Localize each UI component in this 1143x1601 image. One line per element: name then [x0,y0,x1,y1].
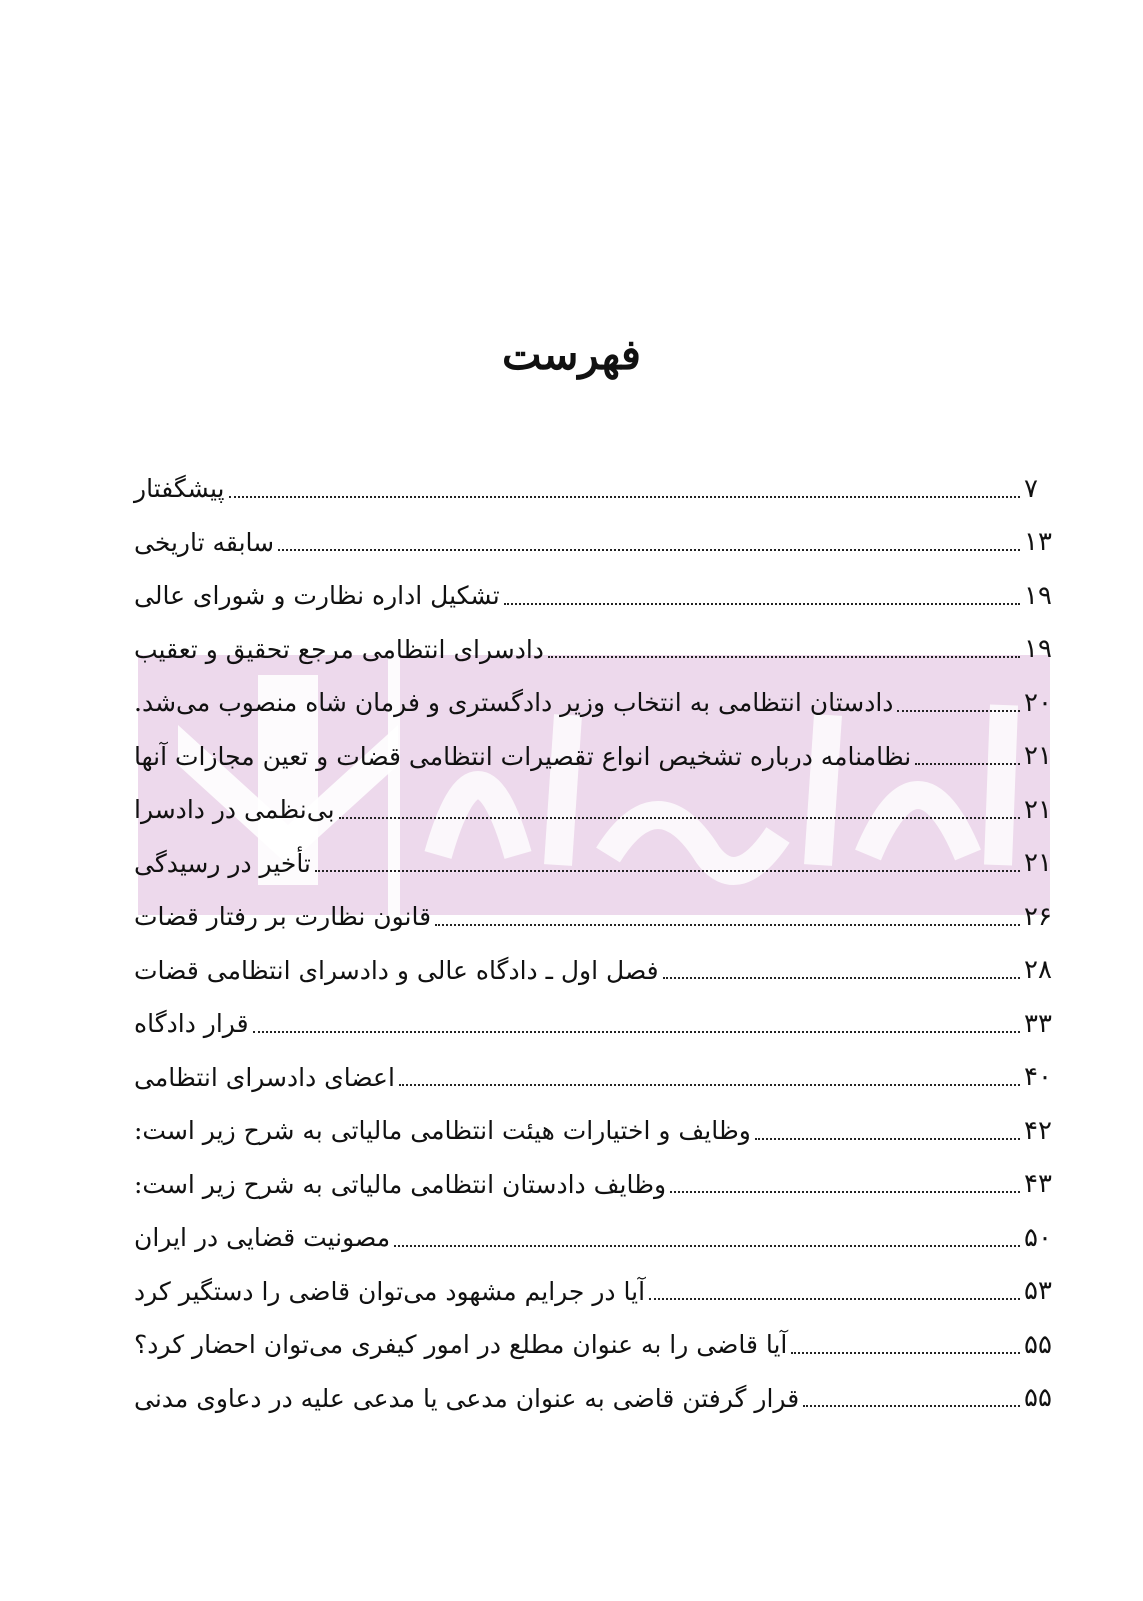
toc-entry-page-number: ۱۳ [1024,527,1052,558]
toc-entry-title: نظامنامه درباره تشخیص انواع تقصیرات انتظامی قضات و تعین مجازات آنها [134,741,912,771]
toc-entry-page-number: ۵۵ [1024,1329,1052,1360]
toc-entry-page-number: ۱۹ [1024,580,1052,611]
toc-entry-page-number: ۲۱ [1024,794,1052,825]
toc-entry-page-number: ۵۰ [1024,1222,1052,1253]
dot-leader [253,1031,1020,1033]
toc-entry[interactable] [128,1372,1058,1426]
toc-entry-page-number: ۲۶ [1024,901,1052,932]
toc-entry-page-number: ۴۰ [1024,1062,1052,1093]
toc-entry-title: قانون نظارت بر رفتار قضات [134,902,432,932]
dot-leader [435,924,1020,926]
dot-leader [663,977,1020,979]
toc-entry[interactable] [128,1051,1058,1105]
toc-entry[interactable] [128,837,1058,891]
toc-entry-page-number: ۳۳ [1024,1008,1052,1039]
toc-entry[interactable] [128,623,1058,677]
toc-entry[interactable] [128,676,1058,730]
toc-entry-title: وظایف و اختیارات هیئت انتظامی مالیاتی به شرح زیر است: [134,1116,751,1146]
dot-leader [649,1298,1020,1300]
toc-entry-page-number: ۵۵ [1024,1383,1052,1414]
dot-leader [670,1191,1020,1193]
toc-entry-page-number: ۲۸ [1024,955,1052,986]
toc-entry[interactable] [128,569,1058,623]
dot-leader [548,656,1020,658]
toc-entry-page-number: ۱۹ [1024,634,1052,665]
page-title: فهرست [501,330,642,379]
toc-entry[interactable] [128,1318,1058,1372]
toc-entry-title: پیشگفتار [134,474,225,504]
toc-entry-title: تأخیر در رسیدگی [134,848,311,878]
toc-entry-page-number: ۲۰ [1024,687,1052,718]
toc-entry[interactable] [128,1104,1058,1158]
dot-leader [897,710,1020,712]
toc-entry-title: فصل اول ـ دادگاه عالی و دادسرای انتظامی قضات [134,955,659,985]
toc-entry-title: بی‌نظمی در دادسرا [134,795,335,825]
toc-entry[interactable] [128,516,1058,570]
dot-leader [315,870,1020,872]
dot-leader [755,1138,1020,1140]
toc-entry-title: تشکیل اداره نظارت و شورای عالی [134,581,500,611]
toc-entry-title: اعضای دادسرای انتظامی [134,1062,395,1092]
dot-leader [504,603,1020,605]
dot-leader [278,549,1020,551]
toc-entry-page-number: ۲۱ [1024,848,1052,879]
toc-entry-title: آیا قاضی را به عنوان مطلع در امور کیفری می‌توان احضار کرد؟ [134,1330,788,1360]
toc-entry[interactable] [128,1211,1058,1265]
toc-entry-page-number: ۵۳ [1024,1276,1052,1307]
toc-entry-title: دادسرای انتظامی مرجع تحقیق و تعقیب [134,634,544,664]
dot-leader [399,1084,1020,1086]
dot-leader [803,1405,1020,1407]
dot-leader [915,763,1020,765]
toc-entry[interactable] [128,1265,1058,1319]
toc-entry[interactable] [128,944,1058,998]
toc-entry-title: قرار دادگاه [134,1009,249,1039]
toc-entry-title: سابقه تاریخی [134,527,275,557]
table-of-contents [128,462,1058,1425]
toc-entry-title: آیا در جرایم مشهود می‌توان قاضی را دستگیر کرد [134,1276,646,1306]
toc-entry-page-number: ۲۱ [1024,741,1052,772]
toc-entry-title: وظایف دادستان انتظامی مالیاتی به شرح زیر است: [134,1169,667,1199]
dot-leader [229,496,1021,498]
toc-entry-title: قرار گرفتن قاضی به عنوان مدعی یا مدعی علیه در دعاوی مدنی [134,1383,800,1413]
toc-entry[interactable] [128,1158,1058,1212]
dot-leader [394,1245,1020,1247]
dot-leader [339,817,1020,819]
toc-entry[interactable] [128,730,1058,784]
toc-entry-page-number: ۷ [1024,473,1038,504]
toc-entry-page-number: ۴۳ [1024,1169,1052,1200]
toc-entry[interactable] [128,890,1058,944]
toc-entry[interactable] [128,462,1058,516]
toc-entry-title: دادستان انتظامی به انتخاب وزیر دادگستری و فرمان شاه منصوب می‌شد. [134,688,894,718]
toc-entry[interactable] [128,997,1058,1051]
toc-entry[interactable] [128,783,1058,837]
toc-entry-title: مصونیت قضایی در ایران [134,1223,391,1253]
toc-entry-page-number: ۴۲ [1024,1115,1052,1146]
dot-leader [791,1352,1020,1354]
